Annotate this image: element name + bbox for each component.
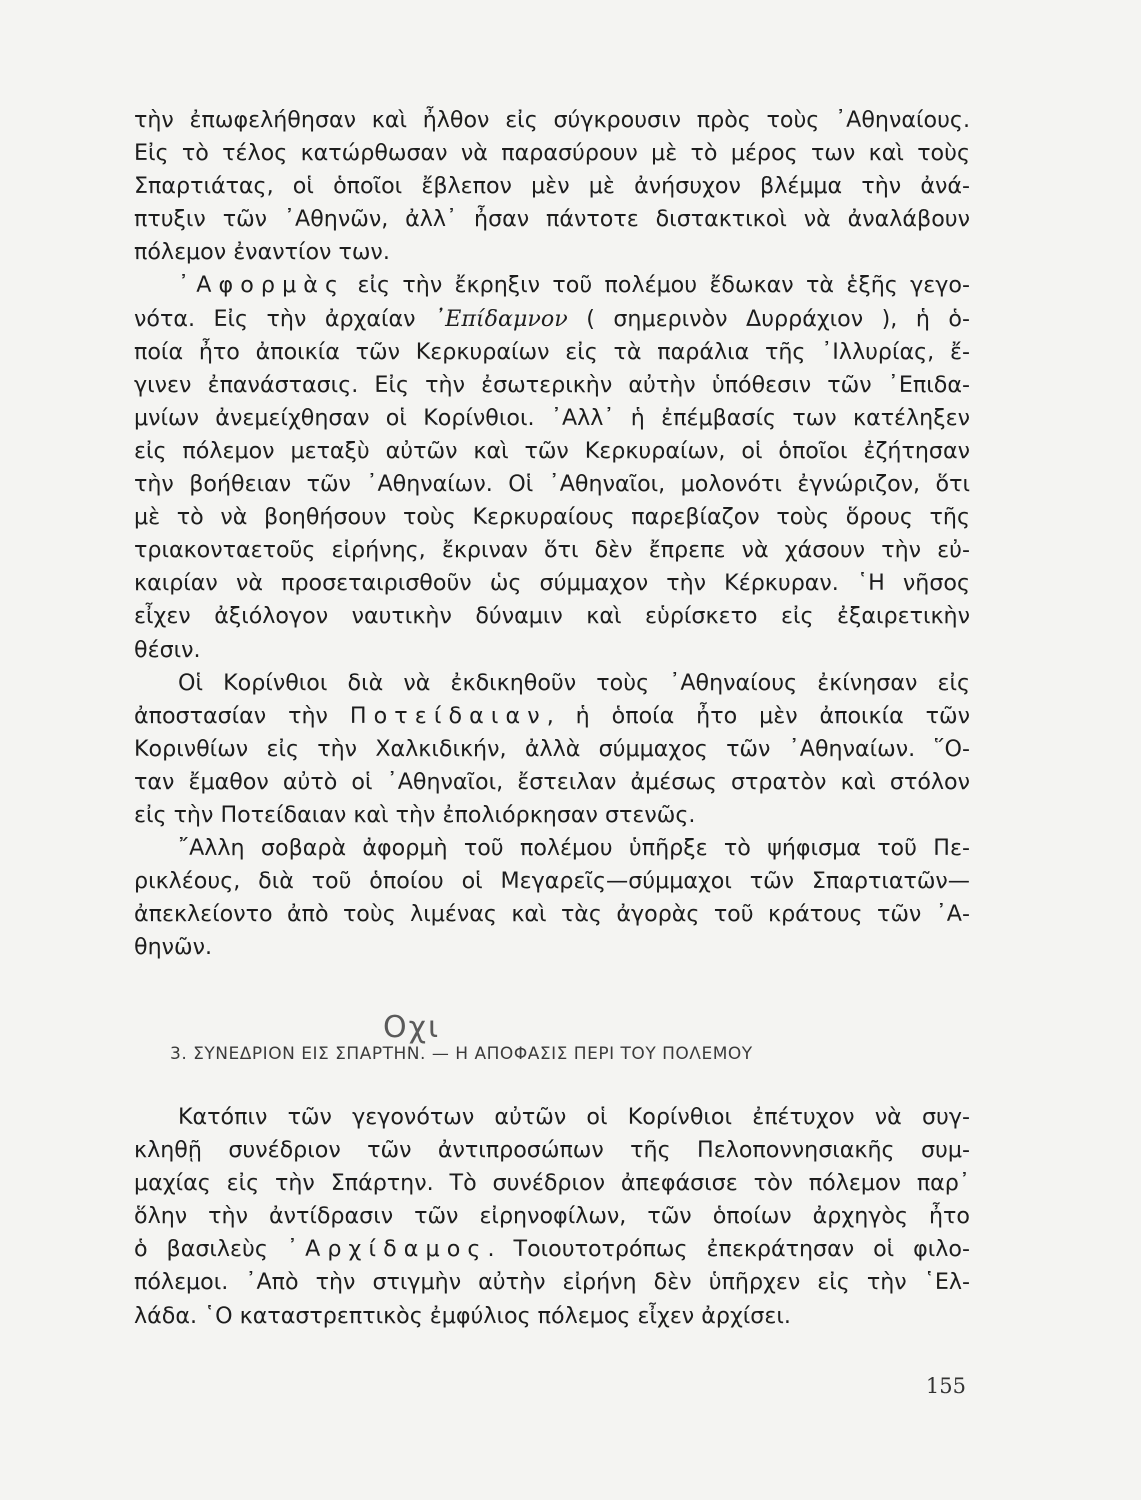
section-3-body: [134, 1101, 970, 1333]
text-line: τὴν ἐπωφελήθησαν καὶ ἦλθον εἰς σύγκρουσιν πρὸς τοὺς ᾿Αθηναίους.: [134, 107, 970, 133]
italic-epidamnos: ᾿Επίδαμνον: [434, 305, 568, 332]
paragraph-4: [134, 865, 970, 964]
text-line: μνίων ἀνεμείχθησαν οἱ Κορίνθιοι. ᾿Αλλ᾿ ἡ ἐπέμβασίς των κατέληξεν: [134, 404, 970, 431]
text-line: ὅλην τὴν ἀντίδρασιν τῶν εἰρηνοφίλων, τῶν ὁποίων ἀρχηγὸς ἦτο: [134, 1203, 970, 1230]
emphasis-archidamos: ᾿Αρχίδαμος: [286, 1236, 488, 1263]
text-line: θηνῶν.: [134, 934, 213, 961]
paragraph-3-line-1: Οἱ Κορίνθιοι διὰ νὰ ἐκδικηθοῦν τοὺς ᾿Αθηναίους ἐκίνησαν εἰς: [178, 669, 970, 696]
text-line: πόλεμον ἐναντίον των.: [134, 239, 390, 266]
text-line: κληθῇ συνέδριον τῶν ἀντιπροσώπων τῆς Πελοποννησιακῆς συμ-: [134, 1137, 970, 1164]
text-line: καιρίαν νὰ προσεταιρισθοῦν ὡς σύμμαχον τὴν Κέρκυραν. ῾Η νῆσος: [134, 570, 970, 597]
text-line: Εἰς τὸ τέλος κατώρθωσαν νὰ παρασύρουν μὲ τὸ μέρος των καὶ τοὺς: [134, 140, 970, 167]
paragraph-2: [134, 336, 970, 667]
text-line: ποία ἦτο ἀποικία τῶν Κερκυραίων εἰς τὰ παράλια τῆς ᾿Ιλλυρίας, ἔ-: [134, 338, 970, 365]
paragraph-2-line-1: ᾿Αφορμὰς εἰς τὴν ἔκρηξιν τοῦ πολέμου ἔδωκαν τὰ ἑξῆς γεγο-: [178, 272, 970, 299]
paragraph-3: [134, 733, 970, 832]
text-line: θέσιν.: [134, 636, 201, 663]
text-line: μαχίας εἰς τὴν Σπάρτην. Τὸ συνέδριον ἀπεφάσισε τὸν πόλεμον παρ᾿: [134, 1170, 970, 1197]
text-line: γινεν ἐπανάστασις. Εἰς τὴν ἐσωτερικὴν αὐτὴν ὑπόθεσιν τῶν ᾿Επιδα-: [134, 371, 970, 398]
section-lines-b: [134, 1266, 970, 1332]
text-line: πόλεμοι. ᾿Απὸ τὴν στιγμὴν αὐτὴν εἰρήνη δὲν ὑπῆρχεν εἰς τὴν ῾Ελ-: [134, 1269, 970, 1296]
text-line: μὲ τὸ νὰ βοηθήσουν τοὺς Κερκυραίους παρεβίαζον τοὺς ὅρους τῆς: [134, 504, 970, 531]
text-line: λάδα. ῾Ο καταστρεπτικὸς ἐμφύλιος πόλεμος εἶχεν ἀρχίσει.: [134, 1302, 791, 1329]
text-line: εἰς πόλεμον μεταξὺ αὐτῶν καὶ τῶν Κερκυραίων, οἱ ὁποῖοι ἐζήτησαν: [134, 437, 970, 464]
section-line-5: ὁ βασιλεὺς ᾿Αρχίδαμος. Τοιουτοτρόπως ἐπεκράτησαν οἱ φιλο-: [134, 1236, 970, 1263]
text-line: εἰς τὴν Ποτείδαιαν καὶ τὴν ἐπολιόρκησαν στενῶς.: [134, 801, 696, 828]
handwritten-note: Oχι: [383, 1010, 441, 1045]
section-heading: 3. ΣΥΝΕΔΡΙΟΝ ΕΙΣ ΣΠΑΡΤΗΝ. — Η ΑΠΟΦΑΣΙΣ ΠΕΡΙ ΤΟΥ ΠΟΛΕΜΟΥ: [170, 1044, 753, 1064]
text-line: ταν ἔμαθον αὐτὸ οἱ ᾿Αθηναῖοι, ἔστειλαν ἀμέσως στρατὸν καὶ στόλον: [134, 768, 970, 795]
text-line: ἀπεκλείοντο ἀπὸ τοὺς λιμένας καὶ τὰς ἀγορὰς τοῦ κράτους τῶν ᾿Α-: [134, 901, 970, 928]
text-line: Κορινθίων εἰς τὴν Χαλκιδικήν, ἀλλὰ σύμμαχος τῶν ᾿Αθηναίων. ῞Ο-: [134, 735, 970, 762]
paragraph-3-line-2: ἀποστασίαν τὴν Ποτείδαιαν, ἡ ὁποία ἦτο μὲν ἀποικία τῶν: [134, 702, 970, 729]
text-line: τριακονταετοῦς εἰρήνης, ἔκριναν ὅτι δὲν ἔπρεπε νὰ χάσουν τὴν εὐ-: [134, 537, 970, 564]
paragraph-2-line-2: νότα. Εἰς τὴν ἀρχαίαν ᾿Επίδαμνον ( σημερινὸν Δυρράχιον ), ἡ ὁ-: [134, 305, 970, 332]
emphasis-poteidaia: Ποτείδαιαν: [349, 702, 547, 729]
text-line: ρικλέους, διὰ τοῦ ὁποίου οἱ Μεγαρεῖς—σύμμαχοι τῶν Σπαρτιατῶν—: [134, 868, 970, 895]
paragraph-4-line-1: ῎Αλλη σοβαρὰ ἀφορμὴ τοῦ πολέμου ὑπῆρξε τὸ ψήφισμα τοῦ Πε-: [178, 835, 970, 862]
paragraph-1: [134, 104, 970, 269]
emphasis-aformas: ᾿Αφορμὰς: [178, 272, 346, 299]
text-line: τὴν βοήθειαν τῶν ᾿Αθηναίων. Οἱ ᾿Αθηναῖοι, μολονότι ἐγνώριζον, ὅτι: [134, 471, 970, 498]
section-line-1: Κατόπιν τῶν γεγονότων αὐτῶν οἱ Κορίνθιοι ἐπέτυχον νὰ συγ-: [178, 1104, 970, 1130]
page-number: 155: [925, 1374, 966, 1398]
text-line: πτυξιν τῶν ᾿Αθηνῶν, ἀλλ᾿ ἦσαν πάντοτε διστακτικοὶ νὰ ἀναλάβουν: [134, 206, 970, 233]
page-body: [134, 104, 970, 964]
text-line: εἶχεν ἀξιόλογον ναυτικὴν δύναμιν καὶ εὑρίσκετο εἰς ἐξαιρετικὴν: [134, 603, 970, 630]
section-lines-a: [134, 1134, 970, 1233]
text-line: Σπαρτιάτας, οἱ ὁποῖοι ἔβλεπον μὲν μὲ ἀνήσυχον βλέμμα τὴν ἀνά-: [134, 173, 970, 200]
